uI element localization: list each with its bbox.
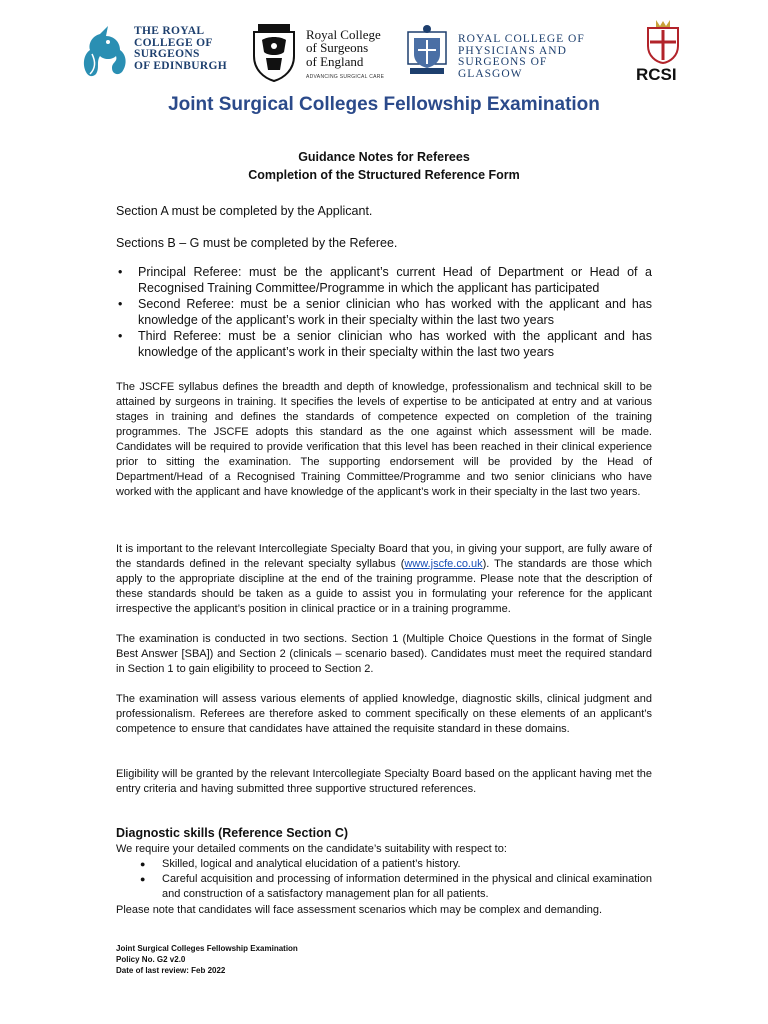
paragraph-text: It is important to the relevant Intercollegiate Specialty Board that you, in giving your support, are fully aware of the standards defined in the relevant specialty syllabus ( [116, 543, 652, 570]
paragraph-exam: The examination is conducted in two sections. Section 1 (Multiple Choice Questions in the format of Single Best Answer [SBA]) and Section 2 (clinicals – scenario based). Candidates must meet the required standard in Section 1 to gain eligibility to proceed to Section 2. [116, 633, 652, 675]
bullet: ● [140, 874, 146, 884]
bullet: • [118, 265, 123, 279]
section-a-note: Section A must be completed by the Applicant. [116, 204, 373, 218]
paragraph-syllabus: The JSCFE syllabus defines the breadth and depth of knowledge, professionalism and technical skill to be attained by surgeons in training. It specifies the levels of expertise to be anticipated at entry and at various stages in training and defines the standards of competence expected on completion of the training programmes. The JSCFE adopts this standard as the one against which assessment will be made. Candidates will be required to provide verification that this level has been reached in their clinical experience prior to sitting the examination. The supporting endorsement will be provided by the Head of Department/Head of a Recognised Training Committee/Programme and two senior clinicians who have worked with the applicant and have knowledge of the applicant’s work in their specialty in the last two years. [116, 381, 652, 498]
page-footer [116, 943, 298, 976]
footer-line: Date of last review: Feb 2022 [116, 966, 226, 975]
logo-rcs-england [250, 18, 390, 86]
bullet: • [118, 297, 123, 311]
list-item [116, 264, 652, 296]
paragraph-text: ). The standards are those which apply to the appropriate discipline at the end of the training programme. Please note that the description of these standards should be taken as a guide to assist you in formulating your reference for the applicant irrespective the applicant’s position in clinical practice or in a training programme. [116, 558, 652, 615]
referee-text: Principal Referee: must be the applicant’s current Head of Department or Head of a Recognised Training Committee/Programme in which the applicant has participated [138, 265, 652, 295]
unicorn-crest-icon [78, 24, 130, 80]
logo-text-line: ROYAL COLLEGE OF [458, 33, 585, 45]
syllabus-link[interactable]: www.jscfe.co.uk [404, 558, 483, 570]
logo-bar [78, 18, 698, 86]
bullet: • [118, 329, 123, 343]
logo-text-line: THE ROYAL [134, 25, 205, 37]
footer-line: Policy No. G2 v2.0 [116, 955, 186, 964]
logo-tagline: ADVANCING SURGICAL CARE [306, 74, 385, 80]
list-item [116, 857, 652, 872]
section-bg-note: Sections B – G must be completed by the Referee. [116, 236, 398, 250]
document-title: Joint Surgical Colleges Fellowship Examination [168, 94, 600, 115]
bullet: ● [140, 859, 146, 869]
referee-text: Third Referee: must be a senior clinician who has worked with the applicant and has knowledge of the applicant’s work in their specialty within the last two years [138, 329, 652, 359]
diagnostic-intro: We require your detailed comments on the candidate’s suitability with respect to: [116, 843, 507, 855]
rcsi-wordmark: RCSI [636, 65, 677, 84]
logo-rcs-edinburgh [78, 18, 228, 86]
logo-text-line: OF EDINBURGH [134, 60, 227, 73]
referee-text: Second Referee: must be a senior clinician who has worked with the applicant and has knowledge of the applicant’s work in their specialty within the last two years [138, 297, 652, 327]
logo-rcsi [634, 18, 698, 86]
coat-of-arms-icon [406, 24, 448, 78]
paragraph-assessment: The examination will assess various elements of applied knowledge, diagnostic skills, clinical judgment and professionalism. Referees are therefore asked to comment specifically on these elements of an applicant’s competence to ensure that candidates have attained the requisite standard in these domains. [116, 693, 652, 735]
logo-rcps-glasgow [406, 18, 606, 86]
list-item [116, 328, 652, 360]
logo-text-line: PHYSICIANS AND [458, 44, 567, 57]
logo-text-line: of Surgeons [306, 40, 369, 56]
diagnostic-item-text: Skilled, logical and analytical elucidation of a patient’s history. [162, 858, 461, 870]
section-heading-diagnostic: Diagnostic skills (Reference Section C) [116, 826, 349, 840]
footer-line: Joint Surgical Colleges Fellowship Examination [116, 944, 298, 953]
diagnostic-note: Please note that candidates will face assessment scenarios which may be complex and demanding. [116, 904, 603, 916]
logo-text-line: of England [306, 53, 364, 69]
list-item [116, 296, 652, 328]
paragraph-eligibility: Eligibility will be granted by the relevant Intercollegiate Specialty Board based on the applicant having met the entry criteria and having submitted three supportive structured references. [116, 768, 652, 795]
referee-list [116, 264, 652, 360]
logo-text-line: SURGEONS [134, 48, 200, 61]
logo-text-line: Royal College [306, 27, 381, 42]
logo-text-line: SURGEONS OF GLASGOW [458, 56, 548, 81]
subtitle-guidance: Guidance Notes for Referees [298, 150, 470, 164]
list-item [116, 872, 652, 902]
crest-icon [642, 18, 684, 64]
diagnostic-item-text: Careful acquisition and processing of information determined in the physical and clinical examination and construction of a satisfactory management plan for all patients. [162, 873, 652, 900]
paragraph-importance [116, 542, 652, 617]
heraldic-shield-icon [250, 22, 298, 82]
diagnostic-list [116, 857, 652, 902]
logo-text-line: COLLEGE OF [134, 36, 213, 49]
subtitle-form: Completion of the Structured Reference Form [248, 168, 520, 182]
